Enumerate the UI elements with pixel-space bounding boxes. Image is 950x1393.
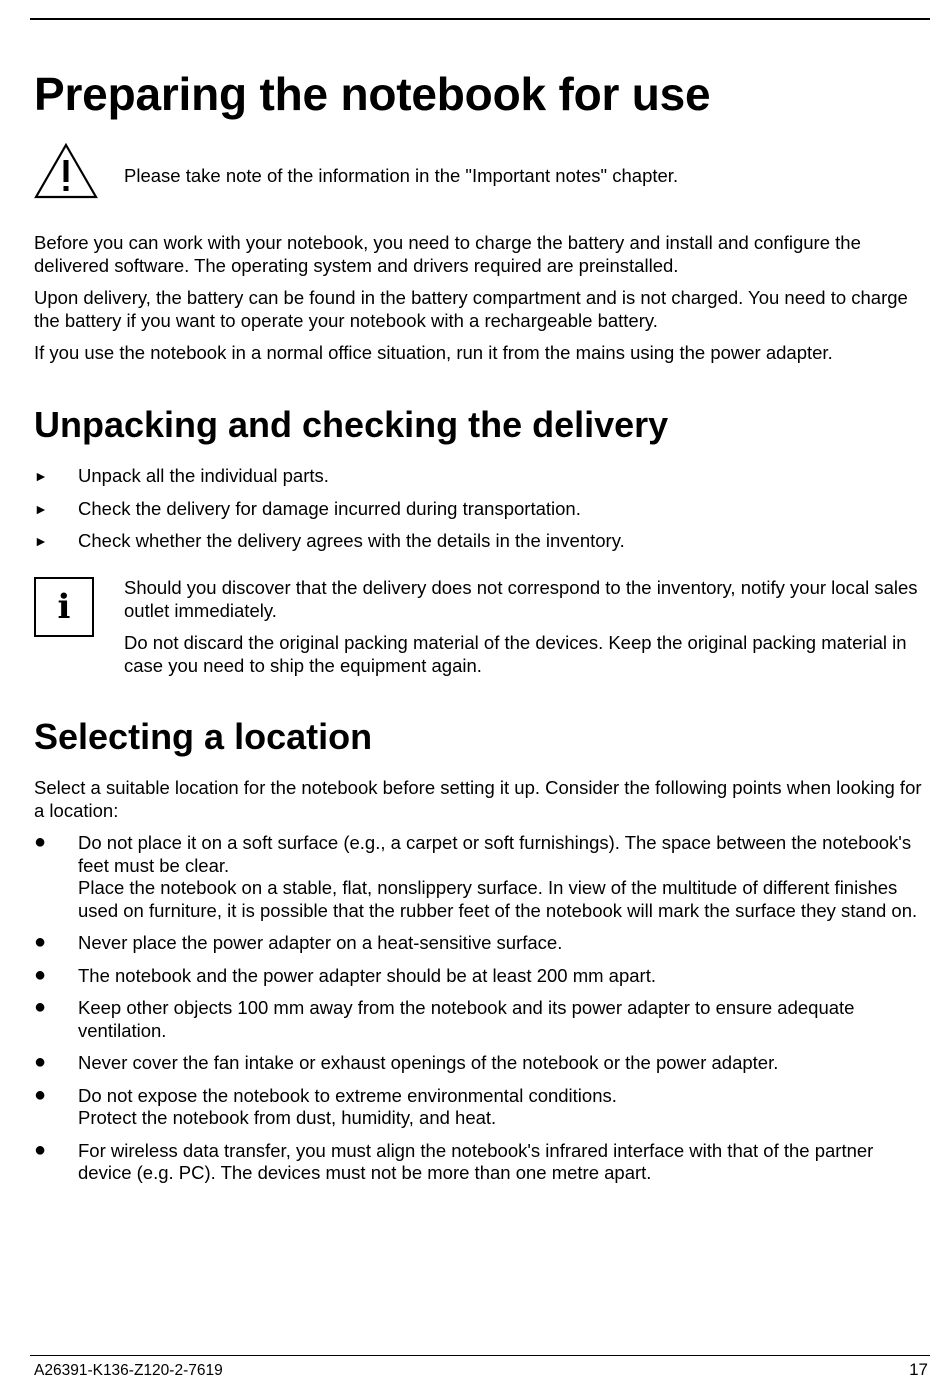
location-intro: Select a suitable location for the notebook before setting it up. Consider the following points when looking for a location: [34,777,922,821]
info-icon-glyph: i [34,577,94,637]
location-heading-block [34,716,926,758]
item-text: The notebook and the power adapter should be at least 200 mm apart. [78,964,656,986]
item-text: Keep other objects 100 mm away from the notebook and its power adapter to ensure adequate ventilation. [78,997,855,1041]
item-text: Never place the power adapter on a heat-sensitive surface. [78,932,563,953]
warning-triangle-icon [34,142,98,205]
item-text: Do not expose the notebook to extreme environmental conditions. [78,1084,617,1106]
intro-paragraph: Upon delivery, the battery can be found in the battery compartment and is not charged. You need to charge the battery if you want to operate your notebook with a rechargeable battery. [34,287,908,331]
arrow-bullet-icon: ► [34,500,48,517]
item-text: Do not place it on a soft surface (e.g., a carpet or soft furnishings). The space between the notebook's feet must be clear. [78,832,912,876]
intro-section [34,232,926,365]
list-item [34,1085,926,1130]
bullet-dot-icon: ● [34,996,47,1018]
section-heading-location: Selecting a location [34,716,373,757]
warning-text: Please take note of the information in the "Important notes" chapter. [124,165,679,186]
intro-paragraph: If you use the notebook in a normal office situation, run it from the mains using the power adapter. [34,342,833,363]
list-item [34,932,926,955]
info-icon [34,577,94,637]
list-item [34,1052,926,1075]
list-item [34,1140,926,1185]
bullet-dot-icon: ● [34,931,47,953]
page-number: 17 [909,1360,928,1379]
step-text: Unpack all the individual parts. [78,465,329,486]
section-heading-unpacking: Unpacking and checking the delivery [34,404,669,445]
list-item [34,465,926,488]
page-title: Preparing the notebook for use [34,68,711,120]
bullet-dot-icon: ● [34,831,47,853]
bullet-dot-icon: ● [34,1051,47,1073]
info-note [124,577,924,677]
step-text: Check the delivery for damage incurred during transportation. [78,497,581,519]
unpacking-steps [34,465,926,553]
bullet-dot-icon: ● [34,963,47,986]
page-title-block [34,68,926,120]
list-item [34,832,926,922]
step-text: Check whether the delivery agrees with the details in the inventory. [78,530,625,551]
bullet-dot-icon: ● [34,1138,47,1161]
list-item [34,530,926,553]
list-item [34,498,926,521]
info-paragraph: Should you discover that the delivery does not correspond to the inventory, notify your local sales outlet immediately. [124,577,918,621]
item-text: Protect the notebook from dust, humidity, and heat. [78,1107,497,1128]
location-section [34,777,926,1185]
arrow-bullet-icon: ► [34,468,48,484]
arrow-bullet-icon: ► [34,533,48,549]
bottom-rule [30,1355,930,1356]
list-item [34,965,926,988]
list-item [34,997,926,1042]
item-text: For wireless data transfer, you must align the notebook's infrared interface with that of the partner device (e.g. PC). The devices must not be more than one metre apart. [78,1139,874,1183]
unpacking-heading-block [34,404,926,446]
item-text: Place the notebook on a stable, flat, nonslippery surface. In view of the multitude of different finishes used on furniture, it is possible that the rubber feet of the notebook will mark the surface they stand on. [78,877,918,921]
warning-note [124,165,924,188]
bullet-dot-icon: ● [34,1083,47,1106]
intro-paragraph: Before you can work with your notebook, you need to charge the battery and install and configure the delivered software. The operating system and drivers required are preinstalled. [34,232,861,276]
info-paragraph: Do not discard the original packing material of the devices. Keep the original packing material in case you need to ship the equipment again. [124,632,907,676]
doc-number: A26391-K136-Z120-2-7619 [34,1362,223,1379]
item-text: Never cover the fan intake or exhaust openings of the notebook or the power adapter. [78,1052,779,1073]
top-rule [30,18,930,20]
